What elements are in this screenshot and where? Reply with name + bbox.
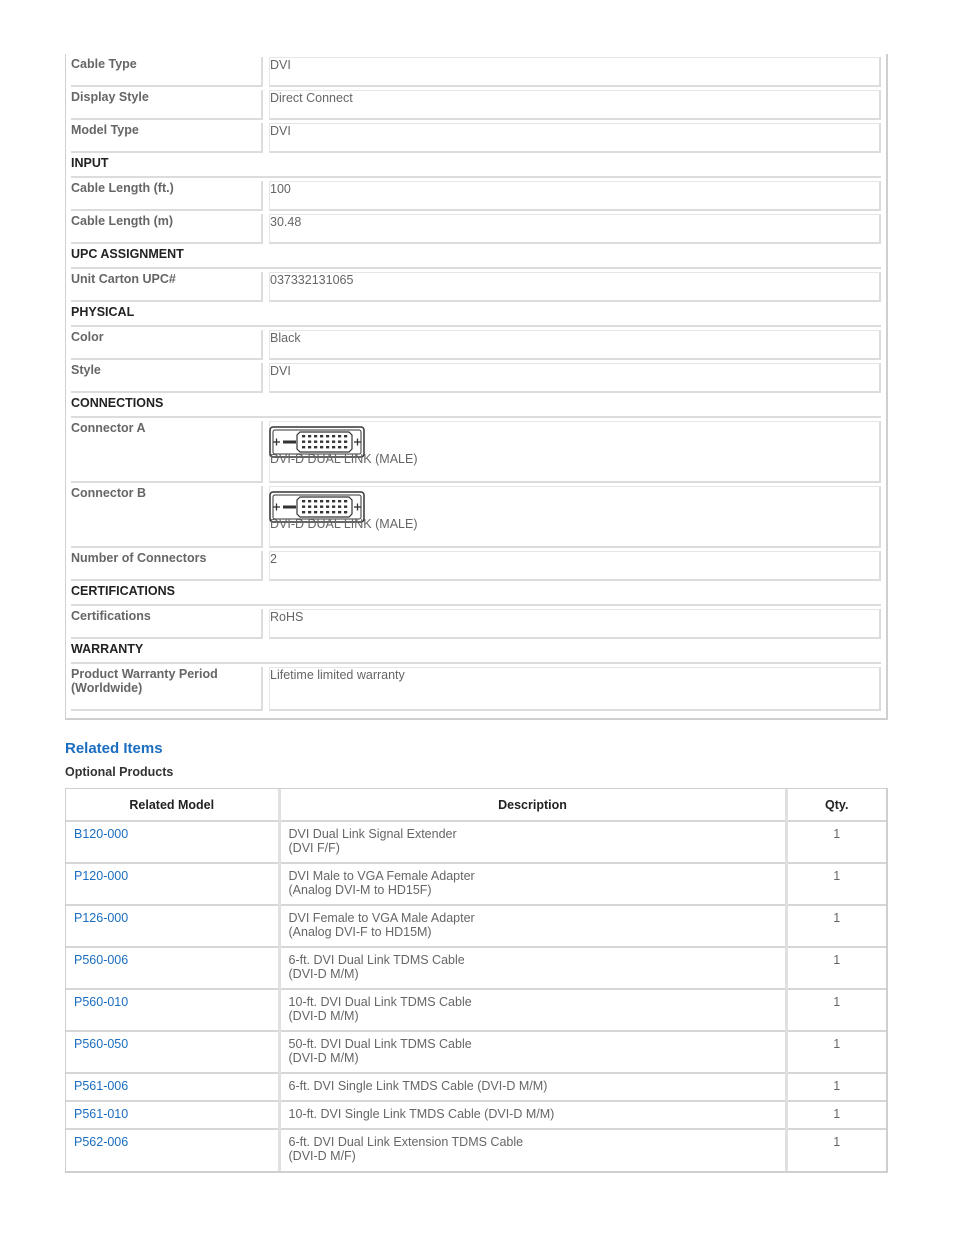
description-line: (DVI-D M/M) — [288, 967, 359, 981]
description-line: 6-ft. DVI Single Link TMDS Cable (DVI-D M/M) — [288, 1079, 548, 1093]
related-model-link[interactable]: P120-000 — [74, 869, 129, 883]
related-qty-cell: 1 — [786, 905, 886, 947]
spec-value-cell — [269, 272, 881, 302]
spec-row — [71, 123, 881, 153]
description-line: (DVI-D M/M) — [288, 1051, 359, 1065]
spec-section-heading: WARRANTY — [71, 642, 881, 664]
related-model-link[interactable]: P561-010 — [74, 1107, 129, 1121]
description-line: 6-ft. DVI Dual Link Extension TDMS Cable — [288, 1135, 524, 1149]
related-item-row — [66, 1101, 886, 1129]
spec-section-heading: PHYSICAL — [71, 305, 881, 327]
spec-section-row — [71, 396, 881, 418]
spec-section-row — [71, 305, 881, 327]
spec-value: 30.48 — [270, 215, 302, 229]
spec-value-cell — [269, 330, 881, 360]
related-model-cell — [66, 905, 279, 947]
spec-value: Lifetime limited warranty — [270, 668, 405, 682]
related-model-cell — [66, 821, 279, 863]
description-line: 6-ft. DVI Dual Link TDMS Cable — [288, 953, 465, 967]
spec-row — [71, 363, 881, 393]
spec-value: 100 — [270, 182, 291, 196]
related-items-table — [66, 789, 886, 1171]
spec-row — [71, 272, 881, 302]
optional-products-subheading: Optional Products — [65, 765, 174, 779]
description-line: 10-ft. DVI Single Link TMDS Cable (DVI-D M/M) — [288, 1107, 555, 1121]
spec-value: Direct Connect — [270, 91, 353, 105]
spec-label: Connector B — [71, 486, 263, 548]
related-model-link[interactable]: P561-006 — [74, 1079, 129, 1093]
related-qty-cell: 1 — [786, 1031, 886, 1073]
spec-row — [71, 421, 881, 483]
related-model-link[interactable]: P560-006 — [74, 953, 129, 967]
related-model-cell — [66, 1129, 279, 1171]
spec-section-row — [71, 584, 881, 606]
spec-value-cell — [269, 421, 881, 483]
related-model-cell — [66, 1031, 279, 1073]
related-model-link[interactable]: P560-050 — [74, 1037, 129, 1051]
description-line: (DVI F/F) — [288, 841, 340, 855]
related-item-row — [66, 821, 886, 863]
spec-label: Style — [71, 363, 263, 393]
related-item-row — [66, 1031, 886, 1073]
related-item-row — [66, 905, 886, 947]
related-description-cell — [279, 863, 786, 905]
spec-value: 037332131065 — [270, 273, 354, 287]
related-model-link[interactable]: P126-000 — [74, 911, 129, 925]
related-description-cell — [279, 905, 786, 947]
related-items-panel — [65, 788, 888, 1173]
spec-label: Cable Length (ft.) — [71, 181, 263, 211]
spec-row — [71, 486, 881, 548]
related-description-cell — [279, 1073, 786, 1101]
related-qty-cell: 1 — [786, 989, 886, 1031]
related-qty-cell: 1 — [786, 1101, 886, 1129]
spec-value: DVI — [270, 124, 291, 138]
spec-value: DVI — [270, 58, 291, 72]
spec-label: Display Style — [71, 90, 263, 120]
spec-value: DVI — [270, 364, 291, 378]
spec-value-cell — [269, 90, 881, 120]
description-line: DVI Dual Link Signal Extender — [288, 827, 457, 841]
spec-label: Model Type — [71, 123, 263, 153]
related-model-link[interactable]: B120-000 — [74, 827, 129, 841]
header-description: Description — [279, 789, 786, 821]
spec-value-cell — [269, 551, 881, 581]
spec-value-cell — [269, 363, 881, 393]
related-item-row — [66, 1129, 886, 1171]
related-model-link[interactable]: P562-006 — [74, 1135, 129, 1149]
spec-value-cell — [269, 181, 881, 211]
spec-label: Cable Type — [71, 57, 263, 87]
spec-label: Product Warranty Period (Worldwide) — [71, 667, 263, 711]
spec-section-heading: CONNECTIONS — [71, 396, 881, 418]
description-line: (DVI-D M/F) — [288, 1149, 356, 1163]
description-line: (Analog DVI-M to HD15F) — [288, 883, 432, 897]
spec-label: Color — [71, 330, 263, 360]
spec-label: Number of Connectors — [71, 551, 263, 581]
spec-label: Certifications — [71, 609, 263, 639]
related-qty-cell: 1 — [833, 1135, 841, 1149]
spec-section-heading: INPUT — [71, 156, 881, 178]
related-description-cell — [279, 821, 786, 863]
spec-value: RoHS — [270, 610, 304, 624]
spec-row — [71, 551, 881, 581]
spec-row — [71, 90, 881, 120]
spec-section-heading: UPC ASSIGNMENT — [71, 247, 881, 269]
related-item-row — [66, 947, 886, 989]
related-qty-cell: 1 — [786, 947, 886, 989]
related-item-row — [66, 989, 886, 1031]
related-description-cell — [279, 1129, 786, 1171]
spec-value-cell — [269, 123, 881, 153]
spec-row — [71, 330, 881, 360]
spec-value-cell — [269, 57, 881, 87]
specifications-panel — [65, 54, 888, 720]
related-qty-cell: 1 — [786, 1073, 886, 1101]
description-line: DVI Female to VGA Male Adapter — [288, 911, 475, 925]
description-line: 50-ft. DVI Dual Link TDMS Cable — [288, 1037, 472, 1051]
spec-value-cell — [269, 486, 881, 548]
related-model-link[interactable]: P560-010 — [74, 995, 129, 1009]
related-description-cell — [279, 989, 786, 1031]
related-description-cell — [279, 947, 786, 989]
related-qty-cell: 1 — [786, 863, 886, 905]
description-line: DVI Male to VGA Female Adapter — [288, 869, 475, 883]
description-line: 10-ft. DVI Dual Link TDMS Cable — [288, 995, 472, 1009]
spec-row — [71, 181, 881, 211]
related-model-cell — [66, 1101, 279, 1129]
spec-value: 2 — [270, 552, 277, 566]
spec-section-row — [71, 642, 881, 664]
connector-type-label: DVI-D DUAL LINK (MALE) — [270, 452, 418, 466]
related-qty-cell: 1 — [786, 821, 886, 863]
spec-label: Cable Length (m) — [71, 214, 263, 244]
spec-section-row — [71, 156, 881, 178]
related-model-cell — [66, 989, 279, 1031]
related-items-heading: Related Items — [65, 740, 163, 757]
spec-value: Black — [270, 331, 301, 345]
spec-section-row — [71, 247, 881, 269]
related-header-row — [66, 789, 886, 821]
related-model-cell — [66, 863, 279, 905]
spec-row — [71, 609, 881, 639]
spec-value-cell — [269, 214, 881, 244]
specifications-table — [71, 54, 881, 714]
header-qty: Qty. — [786, 789, 886, 821]
description-line: (Analog DVI-F to HD15M) — [288, 925, 432, 939]
spec-value-cell — [269, 609, 881, 639]
description-line: (DVI-D M/M) — [288, 1009, 359, 1023]
related-item-row — [66, 863, 886, 905]
spec-row — [71, 214, 881, 244]
related-description-cell — [279, 1031, 786, 1073]
related-description-cell — [279, 1101, 786, 1129]
spec-label: Connector A — [71, 421, 263, 483]
header-related-model: Related Model — [66, 789, 279, 821]
related-item-row — [66, 1073, 886, 1101]
spec-row — [71, 667, 881, 711]
related-model-cell — [66, 1073, 279, 1101]
spec-section-heading: CERTIFICATIONS — [71, 584, 881, 606]
spec-label: Unit Carton UPC# — [71, 272, 263, 302]
connector-type-label: DVI-D DUAL LINK (MALE) — [270, 517, 418, 531]
related-model-cell — [66, 947, 279, 989]
spec-row — [71, 57, 881, 87]
spec-value-cell — [269, 667, 881, 711]
